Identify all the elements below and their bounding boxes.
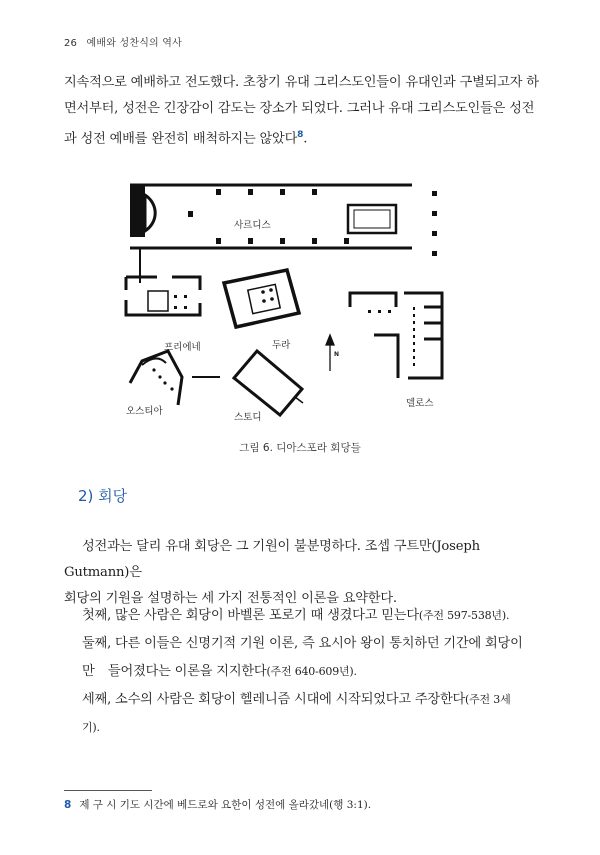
footnote-divider <box>64 790 152 791</box>
paragraph-line-end: . <box>303 131 308 147</box>
list-item-continuation <box>108 658 553 686</box>
paragraph-line: 지속적으로 예배하고 전도했다. 초창기 유대 그리스도인들이 유대인과 구별되고자 하 <box>64 75 539 90</box>
list-item-text: 들어졌다는 이론을 지지한다 <box>108 664 267 679</box>
list-item-text: 세째, 소수의 사람은 회당이 헬레니즘 시대에 시작되었다고 주장한다 <box>82 692 466 707</box>
list-item-text: 둘째, 다른 이들은 신명기적 기원 이론, 즉 요시아 왕이 통치하던 기간에 회당이 만 <box>82 636 523 679</box>
figure-label-dura: 두라 <box>272 340 291 351</box>
paragraph-temple <box>64 70 544 152</box>
figure-label-priene: 프리에네 <box>164 342 201 353</box>
list-item-note: (주전 3세기). <box>82 693 511 734</box>
running-title: 예배와 성찬식의 역사 <box>86 38 183 49</box>
footnote-number: 8 <box>64 799 72 811</box>
list-item <box>82 686 527 742</box>
list-item <box>82 602 527 630</box>
footnote-text: 제 구 시 기도 시간에 베드로와 요한이 성전에 올라갔네(행 3:1). <box>79 799 372 811</box>
floor-plan-drawings <box>112 165 462 430</box>
paragraph-synagogue <box>64 534 544 612</box>
list-item-text: 첫째, 많은 사람은 회당이 바벨론 포로기 때 생겼다고 믿는다 <box>82 608 419 623</box>
figure-label-sardis: 사르디스 <box>234 220 271 231</box>
figure-caption: 그림 6. 디아스포라 회당들 <box>239 442 361 454</box>
paragraph-line: 면서부터, 성전은 긴장감이 감도는 장소가 되었다. 그러나 유대 그리스도인들은 성전 <box>64 101 535 116</box>
page-number: 26 <box>64 38 78 49</box>
figure-label-delos: 델로스 <box>406 398 434 409</box>
figure-label-north: N <box>334 351 340 358</box>
paragraph-line: 과 성전 예배를 완전히 배척하지는 않았다 <box>64 131 298 147</box>
paragraph-line: 회당의 기원을 설명하는 세 가지 전통적인 이론을 요약한다. <box>64 591 397 606</box>
section-heading: 2) 회당 <box>78 487 128 505</box>
paragraph-line: 성전과는 달리 유대 회당은 그 기원이 불분명하다. 조셉 구트만(Joseph Gutmann)은 <box>64 539 480 580</box>
running-header <box>64 34 182 49</box>
figure-label-ostia: 오스티아 <box>126 406 163 417</box>
footnote <box>64 797 371 812</box>
footnote-reference[interactable]: 8 <box>297 130 304 140</box>
list-item-note: (주전 640-609년). <box>266 665 357 678</box>
synagogue-plans-figure <box>112 165 462 430</box>
figure-label-stobi: 스토디 <box>234 412 262 423</box>
list-item-note: (주전 597-538년). <box>418 609 510 622</box>
